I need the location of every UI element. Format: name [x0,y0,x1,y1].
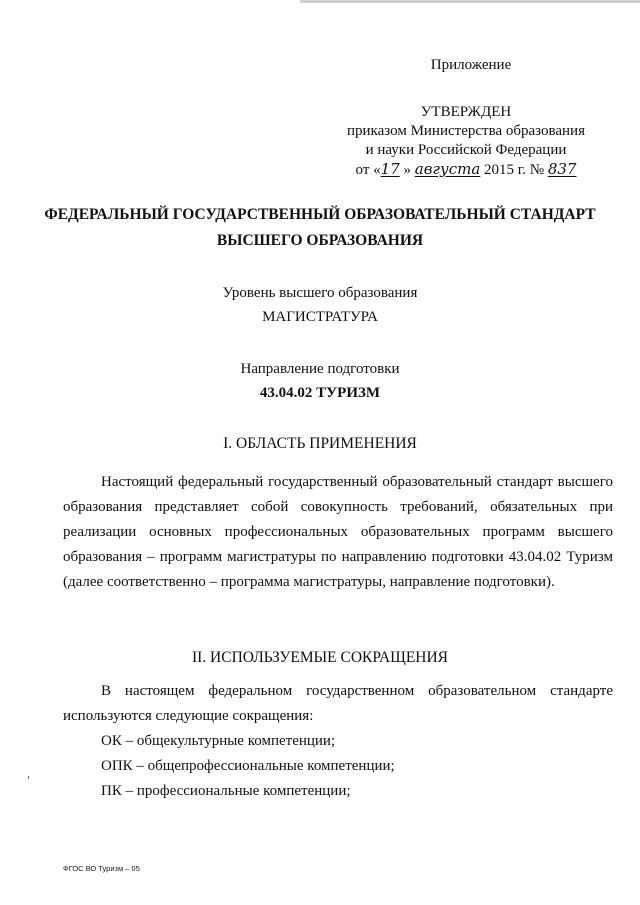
abbreviation-item-pk: ПК – профессиональные компетенции; [101,783,351,799]
title-line-2: ВЫСШЕГО ОБРАЗОВАНИЯ [216,232,424,249]
section-1-paragraph: Настоящий федеральный государственный образовательный стандарт высшего образования представляет собой совокупность требований, обязательных при реализации основных профессиональных образовательных программ высшего образования – программ магистратуры по направлению подготовки 43.04.02 Туризм (далее соответственно – программа магистратуры, направление подготовки). [63,474,613,590]
approval-date-line [326,160,606,180]
abbreviation-list [101,729,395,804]
date-mid: » [403,162,411,178]
scan-edge [300,0,640,3]
page-footer: ФГОС ВО Туризм – 05 [63,864,140,873]
section-2-heading: II. ИСПОЛЬЗУЕМЫЕ СОКРАЩЕНИЯ [191,649,449,666]
title-line-1: ФЕДЕРАЛЬНЫЙ ГОСУДАРСТВЕННЫЙ ОБРАЗОВАТЕЛЬНЫЙ СТАНДАРТ [44,206,596,223]
abbreviation-item-opk: ОПК – общепрофессиональные компетенции; [101,758,395,774]
appendix-label: Приложение [430,57,512,73]
date-month: августа [414,160,481,178]
section-1-heading: I. ОБЛАСТЬ ПРИМЕНЕНИЯ [223,435,417,452]
training-direction [0,357,640,405]
approval-block [326,56,606,180]
document-title [0,202,640,254]
scan-speck [28,776,29,779]
abbreviation-item-ok: ОК – общекультурные компетенции; [101,733,336,749]
order-number: 837 [547,160,577,178]
date-prefix: от « [355,162,381,178]
training-direction-label: Направление подготовки [240,361,400,377]
section-2-intro: В настоящем федеральном государственном образовательном стандарте используются следующие сокращения: [63,683,613,724]
training-direction-value: 43.04.02 ТУРИЗМ [259,385,381,401]
approval-line-ministry: приказом Министерства образования [347,123,585,139]
approval-line-federation: и науки Российской Федерации [365,142,567,158]
date-year: 2015 г. № [484,162,545,178]
approved-label: УТВЕРЖДЕН [420,104,512,120]
education-level-label: Уровень высшего образования [222,285,418,301]
education-level-value: МАГИСТРАТУРА [262,309,378,325]
education-level [0,281,640,329]
date-day: 17 [380,160,400,178]
